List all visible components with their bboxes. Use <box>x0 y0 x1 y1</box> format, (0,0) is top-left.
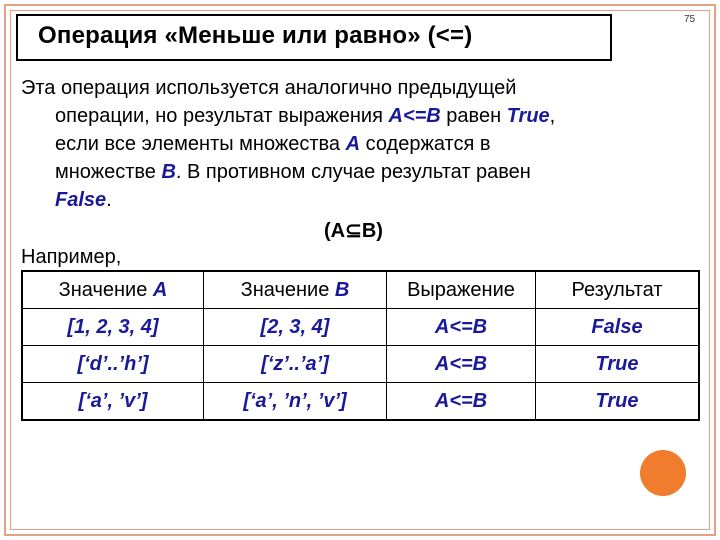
subset-notation: (A⊆B) <box>324 220 383 242</box>
table-row <box>22 346 699 383</box>
cell-result: True <box>536 346 700 383</box>
cell-value-a: [‘a’, ’v’] <box>22 383 204 421</box>
header-value-a: Значение A <box>22 271 204 309</box>
false-highlight: False <box>55 189 107 211</box>
expression-highlight: A<=B <box>388 105 441 127</box>
body-line-3: если все элементы множества A содержатся в <box>55 133 491 155</box>
cell-value-b: [‘z’..’a’] <box>204 346 387 383</box>
cell-expression: A<=B <box>387 309 536 346</box>
cell-expression: A<=B <box>387 383 536 421</box>
slide-title: Операция «Меньше или равно» (<=) <box>38 22 473 49</box>
cell-result: False <box>536 309 700 346</box>
cell-value-b: [‘a’, ’n’, ’v’] <box>204 383 387 421</box>
cell-result: True <box>536 383 700 421</box>
body-line-4: множестве B. В противном случае результат равен <box>55 161 531 183</box>
page-number: 75 <box>684 14 696 25</box>
true-highlight: True <box>506 105 550 127</box>
set-a-highlight: A <box>345 133 361 155</box>
set-b-highlight: B <box>161 161 176 183</box>
cell-value-b: [2, 3, 4] <box>204 309 387 346</box>
header-expression: Выражение <box>387 271 536 309</box>
body-line-5: False. <box>55 189 112 211</box>
example-label: Например, <box>21 246 122 268</box>
table-header-row <box>22 271 699 309</box>
table-row <box>22 309 699 346</box>
cell-expression: A<=B <box>387 346 536 383</box>
header-value-b: Значение B <box>204 271 387 309</box>
cell-value-a: [‘d’..’h’] <box>22 346 204 383</box>
example-table <box>21 270 700 421</box>
decorative-orange-circle <box>640 450 686 496</box>
description-paragraph <box>21 74 681 214</box>
table-row <box>22 383 699 421</box>
cell-value-a: [1, 2, 3, 4] <box>22 309 204 346</box>
body-line-1: Эта операция используется аналогично предыдущей <box>21 77 517 99</box>
header-result: Результат <box>536 271 700 309</box>
body-line-2: операции, но результат выражения A<=B равен True, <box>55 105 556 127</box>
